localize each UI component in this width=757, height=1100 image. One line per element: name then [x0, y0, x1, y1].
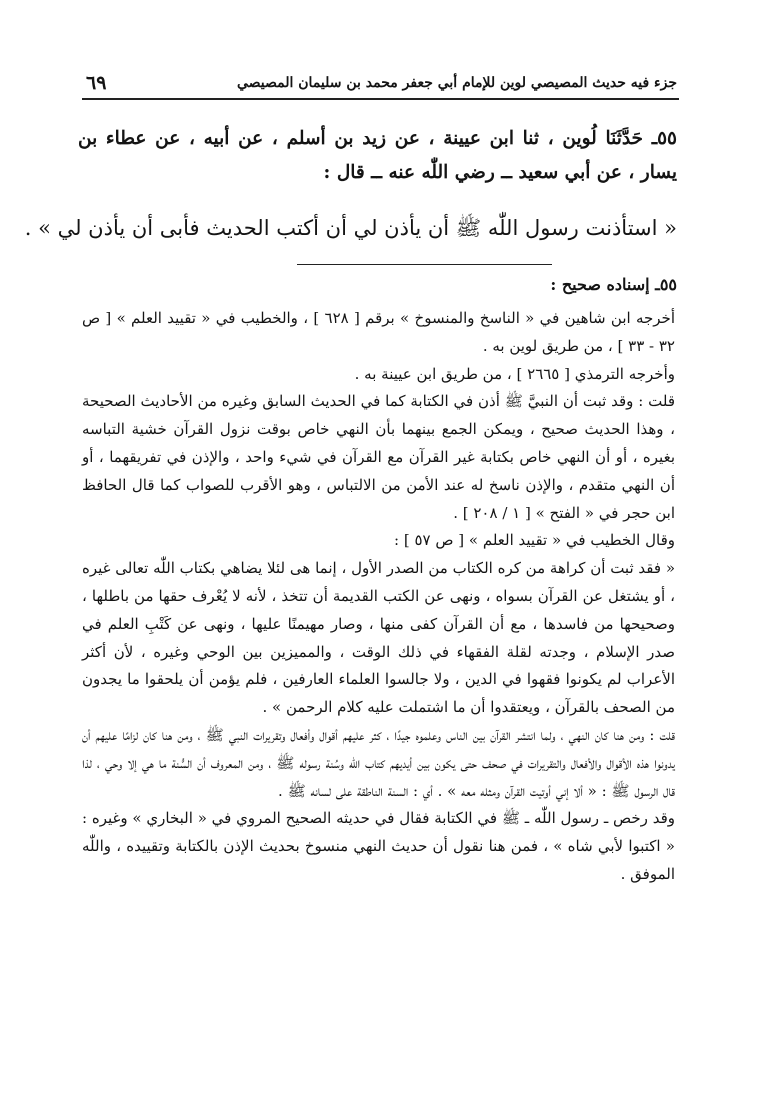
- paragraph: وقال الخطيب في « تقييد العلم » [ ص ٥٧ ] :: [394, 531, 675, 550]
- paragraph: وأخرجه الترمذي [ ٢٦٦٥ ] ، من طريق ابن عيينة به .: [354, 364, 675, 383]
- page-header: [86, 70, 677, 96]
- page-number: ٦٩: [86, 72, 107, 94]
- paragraph: أخرجه ابن شاهين في « الناسخ والمنسوخ » برقم [ ٦٢٨ ] ، والخطيب في « تقييد العلم » [ ص ٣٢ - ٣٣ ] ، من طريق لوين به .: [82, 309, 675, 355]
- header-rule: [82, 98, 679, 100]
- hadith-number: ٥٥ـ: [651, 128, 677, 149]
- hadith-text: « استأذنت رسول اللّٰه ﷺ أن يأذن لي أن أكتب الحديث فأبى أن يأذن لي » .: [24, 216, 677, 240]
- paragraph: « فقد ثبت أن كراهة من كره الكتاب من الصدر الأول ، إنما هى لئلا يضاهي بكتاب اللّٰه تعالى غيره ، أو يشتغل عن القرآن بسواه ، ونهى عن الكتب القديمة أن تتخذ ، لأنه لا يُعْرف حقها من باطلها ، وصحيحها من فاسدها ، مع أن القرآن كفى منها ، وصار مهيمنًا عليها ، ونهى عن كَتْبِ العلم في صدر الإسلام ، وجدته لقلة الفقهاء في ذلك الوقت ، والمميزين بين الوحي وغيره ، لأن أكثر الأعراب لم يكونوا فقهوا في الدين ، ولا جالسوا العلماء العارفين ، فلم يؤمن أن يلحقوا ما يجدون من الصحف بالقرآن ، ويعتقدوا أن ما اشتملت عليه كلام الرحمن » .: [82, 559, 675, 717]
- hadith-chain-text: حَدَّثَنَا لُوين ، ثنا ابن عيينة ، عن زيد بن أسلم ، عن أبيه ، عن عطاء بن يسار ، عن أبي سعيد ــ رضي اللّٰه عنه ــ قال :: [78, 128, 677, 183]
- commentary-number: ٥٥ـ: [655, 275, 677, 294]
- commentary-title: إسناده صحيح :: [550, 275, 650, 294]
- commentary-heading: [300, 270, 677, 300]
- hadith-chain: [78, 122, 677, 190]
- footnote-separator: [297, 264, 552, 265]
- commentary-body: [82, 305, 675, 889]
- paragraph: وقد رخص ـ رسول اللّٰه ـ ﷺ في الكتابة فقال في حديثه الصحيح المروي في « البخاري » وغيره : « اكتبوا لأبي شاه » ، فمن هنا نقول أن حديث النهي منسوخ بحديث الإذن بالكتابة وتقييده ، واللّٰه الموفق .: [82, 809, 675, 883]
- running-title: جزء فيه حديث المصيصي لوين للإمام أبي جعفر محمد بن سليمان المصيصي: [236, 75, 677, 91]
- paragraph: قلت : ومن هنا كان النهي ، ولما انتشر القرآن بين الناس وعلموه جيدًا ، كثر عليهم أقوال وأفعال وتقريرات النبي ﷺ ، ومن هنا كان لزامًا عليهم أن يدونوا هذه الأقوال والأفعال والتقريرات في صحف حتى يكون بين أيديهم كتاب اللّٰه وسُنة رسوله ﷺ ، ومن المعروف أن السُّنة ما هي إلا وحي ، لذا قال الرسول ﷺ : « ألا إني أوتيت القرآن ومثله معه » . أي : السنة الناطقة على لسانه ﷺ .: [82, 725, 675, 800]
- paragraph: قلت : وقد ثبت أن النبيَّ ﷺ أذن في الكتابة كما في الحديث السابق وغيره من الأحاديث الصحيحة ، وهذا الحديث صحيح ، ويمكن الجمع بينهما بأن النهي خاص بوقت نزول القرآن خشية التباسه بغيره ، أو أن النهي خاص بكتابة غير القرآن مع القرآن في شيء واحد ، والإذن في تفريقهما ، أو أن النهي متقدم ، والإذن ناسخ له عند الأمن من الالتباس ، وهو الأقرب للصواب كما قال الحافظ ابن حجر في « الفتح » [ ١ / ٢٠٨ ] .: [82, 392, 675, 522]
